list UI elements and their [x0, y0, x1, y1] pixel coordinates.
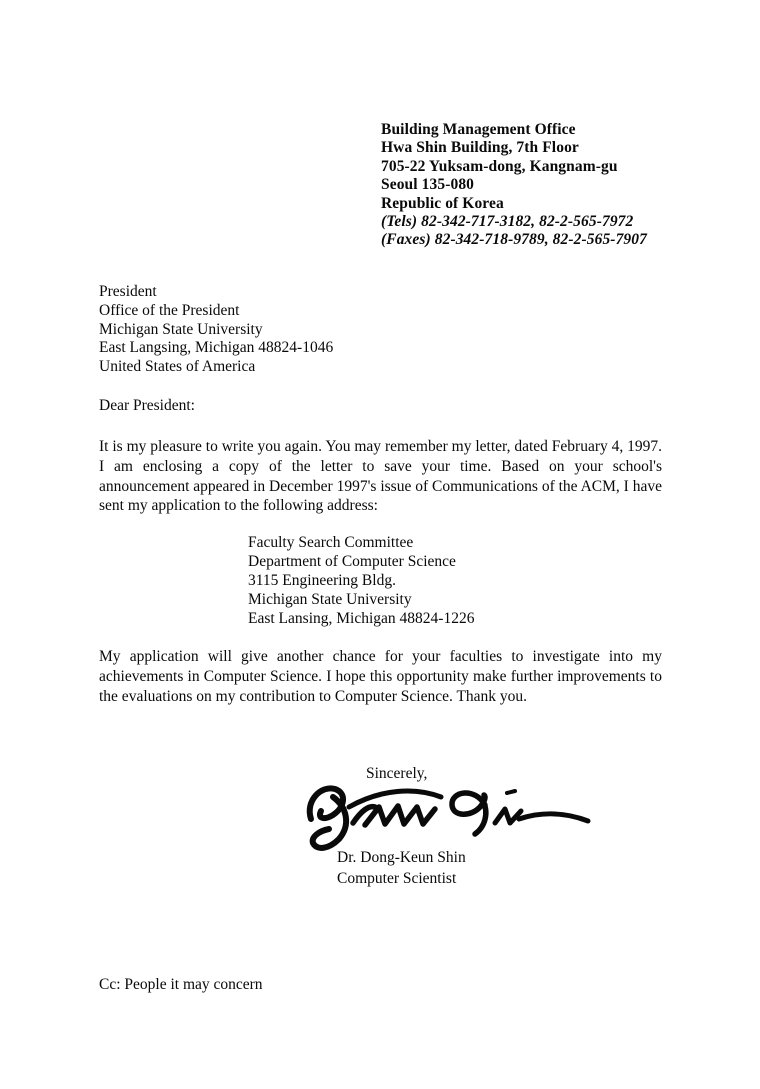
body-paragraph-1: It is my pleasure to write you again. You may remember my letter, dated February 4, 1997. I am enclosing a copy of the letter to save your time. Based on your school's announcement appeared in December 1997's issue of Communications of the ACM, I have sent my application to the following address:	[99, 438, 662, 515]
recipient-address-line: President	[99, 283, 157, 300]
sender-address-line: Republic of Korea	[381, 194, 504, 212]
inside-address-line: 3115 Engineering Bldg.	[248, 571, 396, 589]
sender-address-line: Building Management Office	[381, 121, 576, 138]
inside-address-line: Michigan State University	[248, 590, 412, 608]
recipient-address-block	[99, 283, 333, 377]
inside-address-line: Faculty Search Committee	[248, 534, 414, 551]
inside-address-block	[248, 534, 474, 629]
sender-address-line: 705-22 Yuksam-dong, Kangnam-gu	[381, 157, 618, 175]
sender-address-line: Hwa Shin Building, 7th Floor	[381, 139, 579, 157]
sender-address-block	[381, 121, 647, 250]
closing-salutation: Sincerely,	[366, 765, 428, 782]
handwritten-signature-image	[299, 777, 591, 853]
sender-fax-line: (Faxes) 82-342-718-9789, 82-2-565-7907	[381, 231, 647, 249]
sender-telephone-line: (Tels) 82-342-717-3182, 82-2-565-7972	[381, 213, 634, 231]
body-paragraph-2: My application will give another chance for your faculties to investigate into my achievements in Computer Science. I hope this opportunity make further improvements to the evaluations on my contribution to Computer Science. Thank you.	[99, 648, 662, 705]
signatory-title: Computer Scientist	[337, 870, 457, 887]
signature-block	[337, 847, 466, 889]
recipient-address-line: Office of the President	[99, 301, 240, 319]
inside-address-line: Department of Computer Science	[248, 552, 456, 570]
salutation: Dear President:	[99, 397, 195, 414]
recipient-address-line: Michigan State University	[99, 320, 263, 338]
recipient-address-line: United States of America	[99, 358, 256, 376]
recipient-address-line: East Langsing, Michigan 48824-1046	[99, 339, 334, 357]
sender-address-line: Seoul 135-080	[381, 176, 475, 194]
inside-address-line: East Lansing, Michigan 48824-1226	[248, 609, 475, 627]
signatory-name: Dr. Dong-Keun Shin	[337, 849, 466, 866]
cc-line: Cc: People it may concern	[99, 976, 263, 993]
